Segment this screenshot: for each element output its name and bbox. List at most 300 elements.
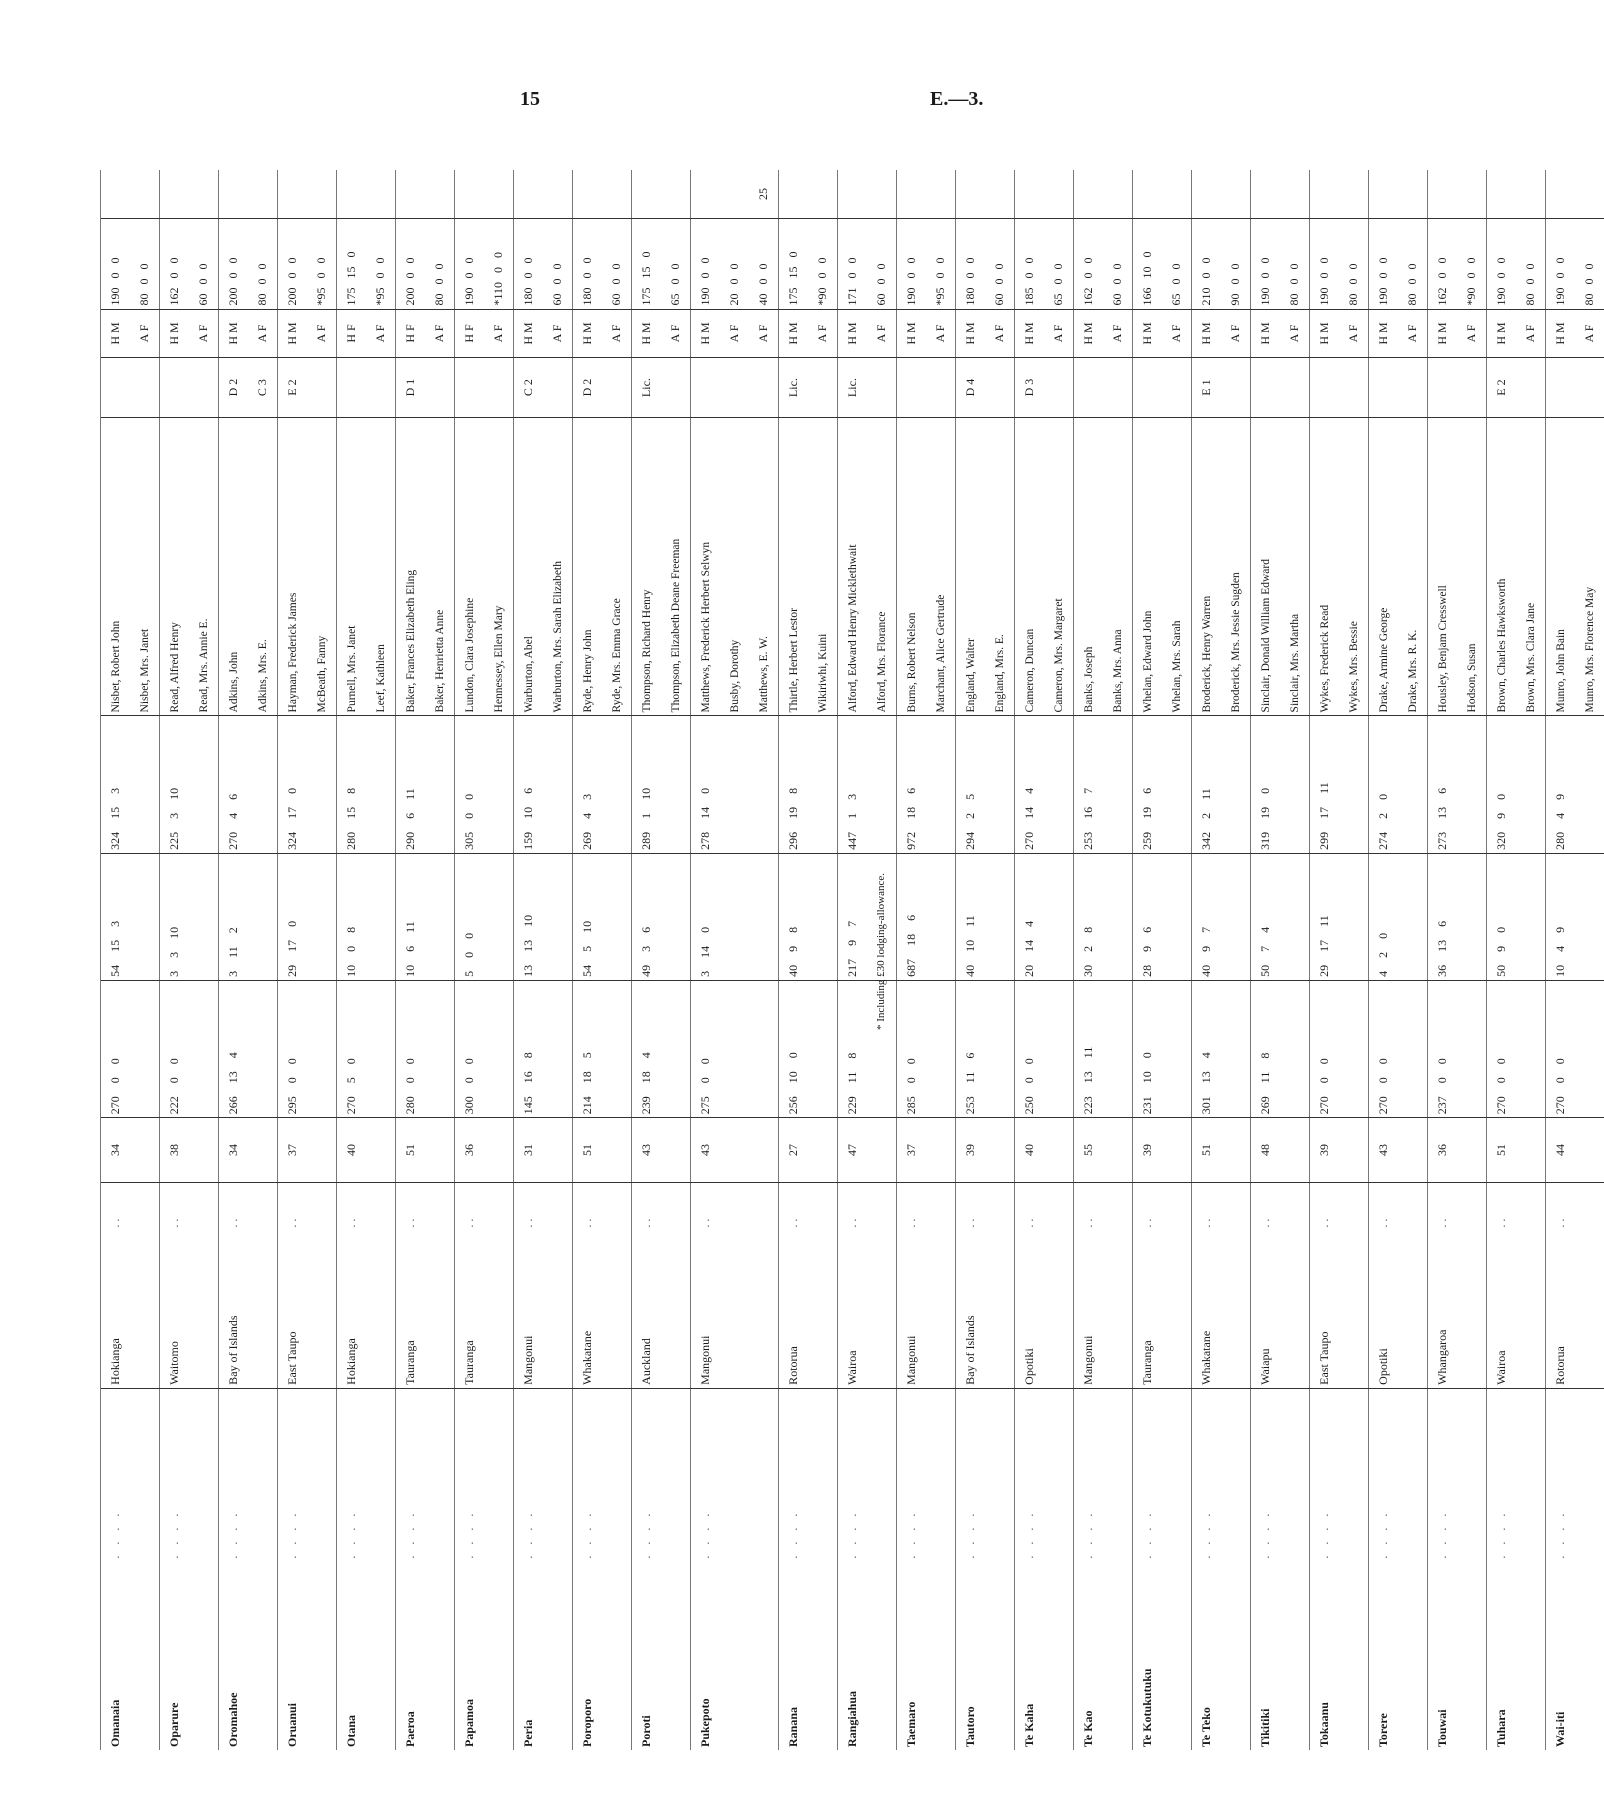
extra-allowance [425,170,455,218]
empty-cell [1575,1182,1604,1230]
leader-dots: . . [1310,1182,1340,1230]
teacher-salary: *95 0 0 [307,218,337,309]
total-expenditure: 447 1 3 [838,716,868,853]
school-name: Touwai [1428,1562,1458,1750]
teacher-classification [189,358,219,417]
teacher-position: H M [219,309,249,358]
average-attendance: 36 [455,1118,485,1183]
leader-dots: . . [1192,1182,1222,1230]
teacher-position: A F [602,309,632,358]
extra-allowance [366,170,396,218]
total-expenditure: 319 19 0 [1251,716,1281,853]
empty-cell [484,853,514,980]
extra-allowance [1457,170,1487,218]
teacher-position: A F [1339,309,1369,358]
teacher-name: Busby, Dorothy [720,417,749,716]
empty-cell [1575,1118,1604,1183]
other-expenditure: 687 18 6 [897,853,927,980]
teacher-classification [484,358,514,417]
teacher-classification [543,358,573,417]
other-expenditure: 13 13 10 [514,853,544,980]
empty-cell [1457,1231,1487,1389]
other-expenditure: 50 7 4 [1251,853,1281,980]
empty-cell [1221,1388,1251,1561]
empty-cell [248,1182,278,1230]
teacher-salary: 180 0 0 [956,218,986,309]
teacher-salary: 60 0 0 [1103,218,1133,309]
extra-allowance [1310,170,1340,218]
total-expenditure: 270 14 4 [1015,716,1045,853]
salaries-amount: 270 0 0 [1369,980,1399,1117]
total-expenditure: 274 2 0 [1369,716,1399,853]
empty-cell [366,1118,396,1183]
county-name: Waiapu [1251,1231,1281,1389]
teacher-position: A F [749,309,779,358]
total-expenditure: 278 14 0 [691,716,721,853]
leader-dots: . . [897,1182,927,1230]
teacher-name: Banks, Mrs. Anna [1103,417,1133,716]
teacher-classification: D 1 [396,358,426,417]
teacher-classification [926,358,956,417]
teacher-salary: 175 15 0 [779,218,809,309]
extra-allowance [1074,170,1104,218]
empty-cell [1516,1182,1546,1230]
leader-dots: . . [1133,1182,1163,1230]
teacher-classification: D 4 [956,358,986,417]
county-name: Whakatane [573,1231,603,1389]
teacher-classification [101,358,131,417]
empty-cell [808,1562,838,1750]
empty-cell [1398,1231,1428,1389]
empty-cell [189,853,219,980]
leader-dots: . . . . [573,1388,603,1561]
teacher-position: H M [897,309,927,358]
table-row [691,170,721,1750]
empty-cell [189,1562,219,1750]
table-row [1221,170,1251,1750]
teacher-salary: 180 0 0 [573,218,603,309]
extra-allowance [1280,170,1310,218]
extra-allowance: 25 [749,170,779,218]
teacher-position: A F [926,309,956,358]
teacher-salary: 40 0 0 [749,218,779,309]
empty-cell [749,853,779,980]
total-expenditure: 299 17 11 [1310,716,1340,853]
school-name: Tokaanu [1310,1562,1340,1750]
empty-cell [543,853,573,980]
empty-cell [749,1118,779,1183]
salaries-amount: 223 13 11 [1074,980,1104,1117]
teacher-position: H M [956,309,986,358]
teacher-name: England, Mrs. E. [985,417,1015,716]
teacher-salary: *90 0 0 [808,218,838,309]
salaries-amount: 270 5 0 [337,980,367,1117]
empty-cell [602,980,632,1117]
teacher-name: England, Walter [956,417,986,716]
leader-dots: . . . . [956,1388,986,1561]
teacher-salary: 180 0 0 [514,218,544,309]
total-expenditure: 280 15 8 [337,716,367,853]
extra-allowance [1575,170,1604,218]
extra-allowance [514,170,544,218]
average-attendance: 37 [897,1118,927,1183]
teacher-salary: 190 0 0 [897,218,927,309]
other-expenditure: 40 9 7 [1192,853,1222,980]
table-row [219,170,249,1750]
teacher-classification [1074,358,1104,417]
teacher-name: Sinclair, Mrs. Martha [1280,417,1310,716]
average-attendance: 51 [396,1118,426,1183]
teacher-classification: E 1 [1192,358,1222,417]
teacher-name: Brown, Mrs. Clara Jane [1516,417,1546,716]
salaries-amount: 270 0 0 [1310,980,1340,1117]
table-row [396,170,426,1750]
leader-dots: . . . . [1133,1388,1163,1561]
empty-cell [661,1182,691,1230]
other-expenditure: 29 17 0 [278,853,308,980]
school-name: Te Kaha [1015,1562,1045,1750]
empty-cell [1339,1118,1369,1183]
extra-allowance [1487,170,1517,218]
empty-cell [130,1388,160,1561]
county-name: Rotorua [779,1231,809,1389]
county-name: Wairoa [1487,1231,1517,1389]
teacher-position: H M [1074,309,1104,358]
teacher-position: H M [1133,309,1163,358]
table-row [1280,170,1310,1750]
leader-dots: . . [838,1182,868,1230]
empty-cell [1103,1118,1133,1183]
table-row [749,170,779,1750]
empty-cell [248,853,278,980]
leader-dots: . . . . [838,1388,868,1561]
teacher-classification [749,358,779,417]
empty-cell [1339,1388,1369,1561]
teacher-position: A F [985,309,1015,358]
empty-cell [985,853,1015,980]
leader-dots: . . [101,1182,131,1230]
teacher-name: Burns, Robert Nelson [897,417,927,716]
other-expenditure: 50 9 0 [1487,853,1517,980]
total-expenditure: 296 19 8 [779,716,809,853]
teacher-salary: 171 0 0 [838,218,868,309]
empty-cell [720,1231,749,1389]
teacher-position: A F [1457,309,1487,358]
empty-cell [661,1562,691,1750]
salaries-amount: 300 0 0 [455,980,485,1117]
table-row [720,170,749,1750]
empty-cell [808,1388,838,1561]
empty-cell [749,716,779,853]
teacher-classification: Lic. [632,358,662,417]
county-name: East Taupo [278,1231,308,1389]
extra-allowance [1546,170,1576,218]
empty-cell [926,853,956,980]
table-row [189,170,219,1750]
total-expenditure: 270 4 6 [219,716,249,853]
teacher-name: Broderick, Mrs. Jessie Sugden [1221,417,1251,716]
teacher-position: A F [189,309,219,358]
teacher-classification [1546,358,1576,417]
empty-cell [1280,1388,1310,1561]
school-name: Otana [337,1562,367,1750]
teacher-name: Alford, Mrs. Florance [867,417,897,716]
total-expenditure: 280 4 9 [1546,716,1576,853]
teacher-position: A F [1103,309,1133,358]
teacher-position: A F [484,309,514,358]
empty-cell [543,716,573,853]
other-expenditure: 20 14 4 [1015,853,1045,980]
teacher-salary: *110 0 0 [484,218,514,309]
leader-dots: . . [632,1182,662,1230]
empty-cell [1162,980,1192,1117]
leader-dots: . . [1015,1182,1045,1230]
teacher-position: A F [1398,309,1428,358]
empty-cell [1516,1562,1546,1750]
empty-cell [307,1182,337,1230]
teacher-name: Brown, Charles Hawksworth [1487,417,1517,716]
teacher-name: Thompson, Elizabeth Deane Freeman [661,417,691,716]
empty-cell [1398,716,1428,853]
teacher-position: A F [720,309,749,358]
salaries-amount: 269 11 8 [1251,980,1281,1117]
table-row [337,170,367,1750]
teacher-classification [1339,358,1369,417]
teacher-name: Ryde, Henry John [573,417,603,716]
teacher-name: Leef, Kathleen [366,417,396,716]
teacher-position: H M [1546,309,1576,358]
average-attendance: 38 [160,1118,190,1183]
table-row [1044,170,1074,1750]
table-row [1339,170,1369,1750]
extra-allowance [808,170,838,218]
table-row [632,170,662,1750]
empty-cell [985,1388,1015,1561]
extra-allowance [160,170,190,218]
empty-cell [1162,1182,1192,1230]
empty-cell [1457,1182,1487,1230]
teacher-position: H M [1251,309,1281,358]
empty-cell [248,980,278,1117]
empty-cell [661,980,691,1117]
total-expenditure: 972 18 6 [897,716,927,853]
county-name: Whakatane [1192,1231,1222,1389]
average-attendance: 43 [1369,1118,1399,1183]
salaries-amount: 285 0 0 [897,980,927,1117]
extra-allowance [956,170,986,218]
table-row [1428,170,1458,1750]
teacher-name: Housley, Benjam Cresswell [1428,417,1458,716]
empty-cell [602,1231,632,1389]
county-name: Opotiki [1015,1231,1045,1389]
average-attendance: 37 [278,1118,308,1183]
table-row [1310,170,1340,1750]
empty-cell [1575,716,1604,853]
teacher-classification [691,358,721,417]
empty-cell [307,1231,337,1389]
teacher-position: H M [691,309,721,358]
teacher-name: Wykes, Frederick Read [1310,417,1340,716]
extra-allowance [926,170,956,218]
empty-cell [1103,716,1133,853]
extra-allowance [985,170,1015,218]
empty-cell [1339,980,1369,1117]
school-name: Te Kotukutuku [1133,1562,1163,1750]
school-name: Te Kao [1074,1562,1104,1750]
teacher-name: Matthews, E. W. [749,417,779,716]
teacher-classification [661,358,691,417]
empty-cell [1044,1182,1074,1230]
teacher-salary: 65 0 0 [1162,218,1192,309]
teacher-position: H F [396,309,426,358]
teacher-salary: 190 0 0 [455,218,485,309]
salaries-amount: 214 18 5 [573,980,603,1117]
empty-cell [1044,1388,1074,1561]
empty-cell [1339,853,1369,980]
teacher-salary: 190 0 0 [1487,218,1517,309]
teacher-position: A F [661,309,691,358]
empty-cell [1339,1231,1369,1389]
empty-cell [867,716,897,853]
salaries-amount: 295 0 0 [278,980,308,1117]
county-name: Bay of Islands [219,1231,249,1389]
average-attendance: 40 [1015,1118,1045,1183]
empty-cell [1280,853,1310,980]
leader-dots: . . [396,1182,426,1230]
county-name: Mangonui [514,1231,544,1389]
empty-cell [1457,1562,1487,1750]
school-name: Poroti [632,1562,662,1750]
empty-cell [484,1182,514,1230]
empty-cell [808,980,838,1117]
teacher-name: Purnell, Mrs. Janet [337,417,367,716]
table-row [1162,170,1192,1750]
extra-allowance [1398,170,1428,218]
table-row [956,170,986,1750]
extra-allowance [691,170,721,218]
leader-dots: . . [779,1182,809,1230]
leader-dots: . . . . [278,1388,308,1561]
table-row [1251,170,1281,1750]
average-attendance: 27 [779,1118,809,1183]
teacher-name: Broderick, Henry Warren [1192,417,1222,716]
empty-cell [1575,1562,1604,1750]
teacher-name: Thirtle, Herbert Lestor [779,417,809,716]
empty-cell [926,980,956,1117]
empty-cell [926,1388,956,1561]
empty-cell [1516,1231,1546,1389]
leader-dots: . . [1546,1182,1576,1230]
teacher-classification [455,358,485,417]
average-attendance: 43 [691,1118,721,1183]
empty-cell [130,716,160,853]
teacher-position: H M [632,309,662,358]
empty-cell [867,1388,897,1561]
empty-cell [1221,1231,1251,1389]
leader-dots: . . [1487,1182,1517,1230]
teacher-salary: *90 0 0 [1457,218,1487,309]
empty-cell [307,1562,337,1750]
empty-cell [366,1388,396,1561]
empty-cell [1280,980,1310,1117]
leader-dots: . . [1369,1182,1399,1230]
teacher-name: Warburton, Abel [514,417,544,716]
empty-cell [749,1562,779,1750]
empty-cell [808,716,838,853]
empty-cell [1457,716,1487,853]
county-name: East Taupo [1310,1231,1340,1389]
extra-allowance [219,170,249,218]
other-expenditure: 3 14 0 [691,853,721,980]
other-expenditure: 29 17 11 [1310,853,1340,980]
empty-cell [248,1118,278,1183]
teacher-position: H M [101,309,131,358]
teacher-salary: 200 0 0 [396,218,426,309]
extra-allowance [1516,170,1546,218]
empty-cell [543,1388,573,1561]
average-attendance: 34 [219,1118,249,1183]
empty-cell [1516,1118,1546,1183]
table-row [514,170,544,1750]
empty-cell [543,980,573,1117]
empty-cell [1575,853,1604,980]
county-name: Auckland [632,1231,662,1389]
teacher-salary: 60 0 0 [985,218,1015,309]
table-row [543,170,573,1750]
extra-allowance [661,170,691,218]
extra-allowance [1251,170,1281,218]
teacher-salary: 60 0 0 [189,218,219,309]
average-attendance: 47 [838,1118,868,1183]
teacher-classification [1133,358,1163,417]
school-name: Rangiahua [838,1562,868,1750]
teacher-salary: *95 0 0 [366,218,396,309]
teacher-salary: 200 0 0 [278,218,308,309]
other-expenditure: 28 9 6 [1133,853,1163,980]
teacher-name: Baker, Henrietta Anne [425,417,455,716]
table-row [661,170,691,1750]
teacher-salary: 190 0 0 [1251,218,1281,309]
empty-cell [1280,1231,1310,1389]
salaries-amount: 280 0 0 [396,980,426,1117]
empty-cell [1398,1562,1428,1750]
extra-allowance [1162,170,1192,218]
average-attendance: 39 [1310,1118,1340,1183]
teacher-name: Adkins, John [219,417,249,716]
teacher-classification [1221,358,1251,417]
leader-dots: . . . . [1310,1388,1340,1561]
table-row [101,170,131,1750]
empty-cell [1339,716,1369,853]
teacher-classification [425,358,455,417]
leader-dots: . . [160,1182,190,1230]
empty-cell [130,853,160,980]
empty-cell [1103,980,1133,1117]
salaries-amount: 253 11 6 [956,980,986,1117]
average-attendance: 40 [337,1118,367,1183]
teacher-position: A F [1280,309,1310,358]
teacher-position: H M [1428,309,1458,358]
teacher-position: H M [1487,309,1517,358]
teacher-position: A F [867,309,897,358]
extra-allowance [1369,170,1399,218]
teacher-classification [720,358,749,417]
total-expenditure: 290 6 11 [396,716,426,853]
teacher-classification [1251,358,1281,417]
schools-table-body [101,170,1604,1750]
empty-cell [985,1562,1015,1750]
county-name: Mangonui [691,1231,721,1389]
